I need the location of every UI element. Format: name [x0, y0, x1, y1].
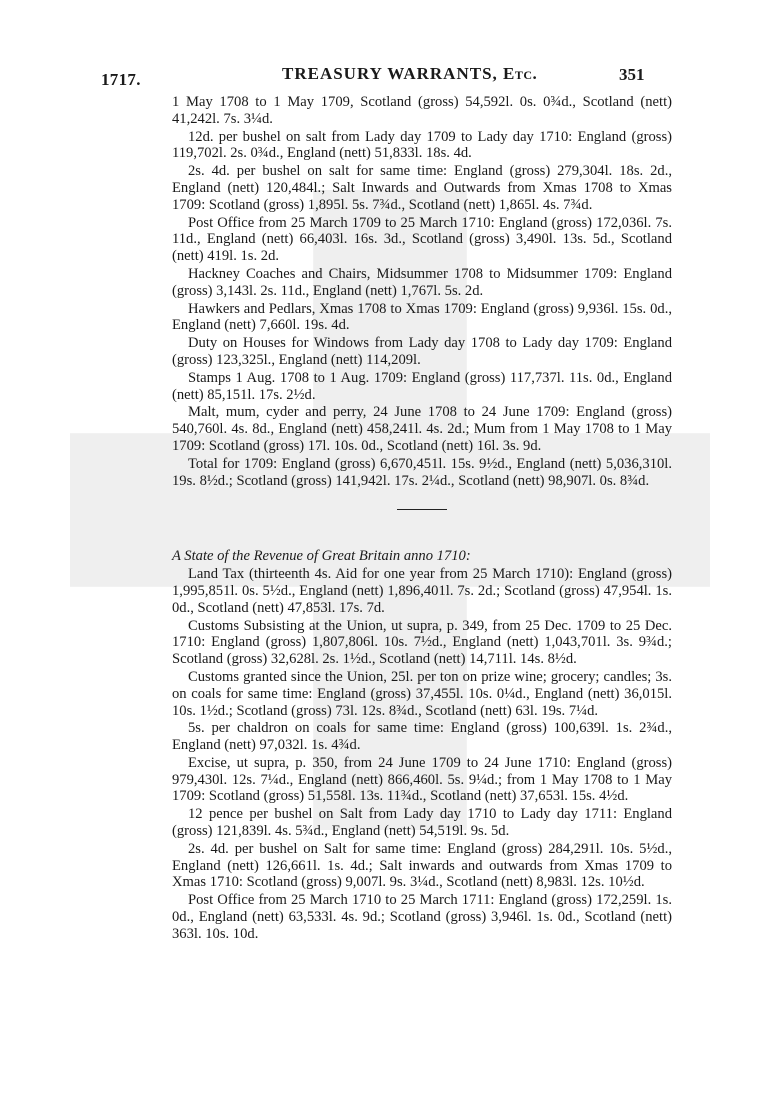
running-head-etc: Etc. — [503, 64, 538, 83]
paragraph: Excise, ut supra, p. 350, from 24 June 1709 to 24 June 1710: England (gross) 979,430l. 12s. 7¼d., England (nett) 866,460l. 5s. 9¼d.; from 1 May 1708 to 1 May 1709: Scotland (gross) 51,558l. 13s. 11¾d., Scotland (nett) 37,653l. 15s. 4½d. — [172, 754, 672, 805]
paragraph: Land Tax (thirteenth 4s. Aid for one year from 25 March 1710): England (gross) 1,995,851l. 0s. 5½d., England (nett) 1,896,401l. 7s. 2d.; Scotland (gross) 47,954l. 1s. 0d., Scotland (nett) 47,853l. 17s. 7d. — [172, 566, 672, 616]
running-head — [282, 64, 537, 84]
running-head-title: TREASURY WARRANTS, — [282, 64, 498, 83]
paragraph: Customs granted since the Union, 25l. per ton on prize wine; grocery; candles; 3s. on coals for same time: England (gross) 37,455l. 10s. 0¼d., England (nett) 36,015l. 10s. 1½d.; Scotland (gross) 73l. 12s. 8¾d., Scotland (nett) 63l. 19s. 7¼d. — [172, 668, 672, 719]
paragraph: Customs Subsisting at the Union, ut supra, p. 349, from 25 Dec. 1709 to 25 Dec. 1710: England (gross) 1,807,806l. 10s. 7½d., England (nett) 1,043,701l. 3s. 9¾d.; Scotland (gross) 32,628l. 2s. 1½d., Scotland (nett) 14,711l. 14s. 8½d. — [172, 617, 672, 668]
paragraph: Duty on Houses for Windows from Lady day 1708 to Lady day 1709: England (gross) 123,325l., England (nett) 114,209l. — [172, 335, 672, 368]
paragraph: 2s. 4d. per bushel on salt for same time: England (gross) 279,304l. 18s. 2d., England (nett) 120,484l.; Salt Inwards and Outwards from Xmas 1708 to Xmas 1709: Scotland (gross) 1,895l. 5s. 7¾d., Scotland (nett) 1,865l. 4s. 7¾d. — [172, 163, 672, 213]
section-1709 — [172, 94, 672, 489]
paragraph: Hackney Coaches and Chairs, Midsummer 1708 to Midsummer 1709: England (gross) 3,143l. 2s. 11d., England (nett) 1,767l. 5s. 2d. — [172, 265, 672, 299]
page-body — [172, 94, 672, 944]
paragraph: Hawkers and Pedlars, Xmas 1708 to Xmas 1709: England (gross) 9,936l. 15s. 0d., England (nett) 7,660l. 19s. 4d. — [172, 300, 672, 334]
paragraph: Post Office from 25 March 1710 to 25 March 1711: England (gross) 172,259l. 1s. 0d., England (nett) 63,533l. 4s. 9d.; Scotland (gross) 3,946l. 1s. 0d., Scotland (nett) 363l. 10s. 10d. — [172, 892, 672, 942]
paragraph: Post Office from 25 March 1709 to 25 March 1710: England (gross) 172,036l. 7s. 11d., England (nett) 66,403l. 16s. 3d., Scotland (gross) 3,490l. 13s. 5d., Scotland (nett) 419l. 1s. 2d. — [172, 214, 672, 265]
section-1710 — [172, 548, 672, 942]
paragraph: 5s. per chaldron on coals for same time: England (gross) 100,639l. 1s. 2¾d., England (nett) 97,032l. 1s. 4¾d. — [172, 720, 672, 754]
margin-year: 1717. — [101, 70, 141, 89]
paragraph-total: Total for 1709: England (gross) 6,670,451l. 15s. 9½d., England (nett) 5,036,310l. 19s. 8½d.; Scotland (gross) 141,942l. 17s. 2¼d., Scotland (nett) 98,907l. 0s. 8¾d. — [172, 455, 672, 489]
section-heading: A State of the Revenue of Great Britain anno 1710: — [172, 548, 471, 565]
paragraph: Stamps 1 Aug. 1708 to 1 Aug. 1709: England (gross) 117,737l. 11s. 0d., England (nett) 85,151l. 17s. 2½d. — [172, 369, 672, 403]
paragraph: 12 pence per bushel on Salt from Lady day 1710 to Lady day 1711: England (gross) 121,839l. 4s. 5¾d., England (nett) 54,519l. 9s. 5d. — [172, 806, 672, 840]
paragraph: 1 May 1708 to 1 May 1709, Scotland (gross) 54,592l. 0s. 0¾d., Scotland (nett) 41,242l. 7s. 3¼d. — [172, 94, 672, 127]
section-divider — [397, 509, 447, 510]
page-number: 351 — [619, 65, 645, 84]
paragraph: 12d. per bushel on salt from Lady day 1709 to Lady day 1710: England (gross) 119,702l. 2s. 0¾d., England (nett) 51,833l. 18s. 4d. — [172, 128, 672, 162]
paragraph: Malt, mum, cyder and perry, 24 June 1708 to 24 June 1709: England (gross) 540,760l. 4s. 8d., England (nett) 458,241l. 4s. 2d.; Mum from 1 May 1708 to 1 May 1709: Scotland (gross) 17l. 10s. 0d., Scotland (nett) 16l. 3s. 9d. — [172, 404, 672, 454]
paragraph: 2s. 4d. per bushel on Salt for same time: England (gross) 284,291l. 10s. 5½d., England (nett) 126,661l. 1s. 4d.; Salt inwards and outwards from Xmas 1709 to Xmas 1710: Scotland (gross) 9,007l. 9s. 3¼d., Scotland (nett) 8,983l. 12s. 10½d. — [172, 840, 672, 891]
